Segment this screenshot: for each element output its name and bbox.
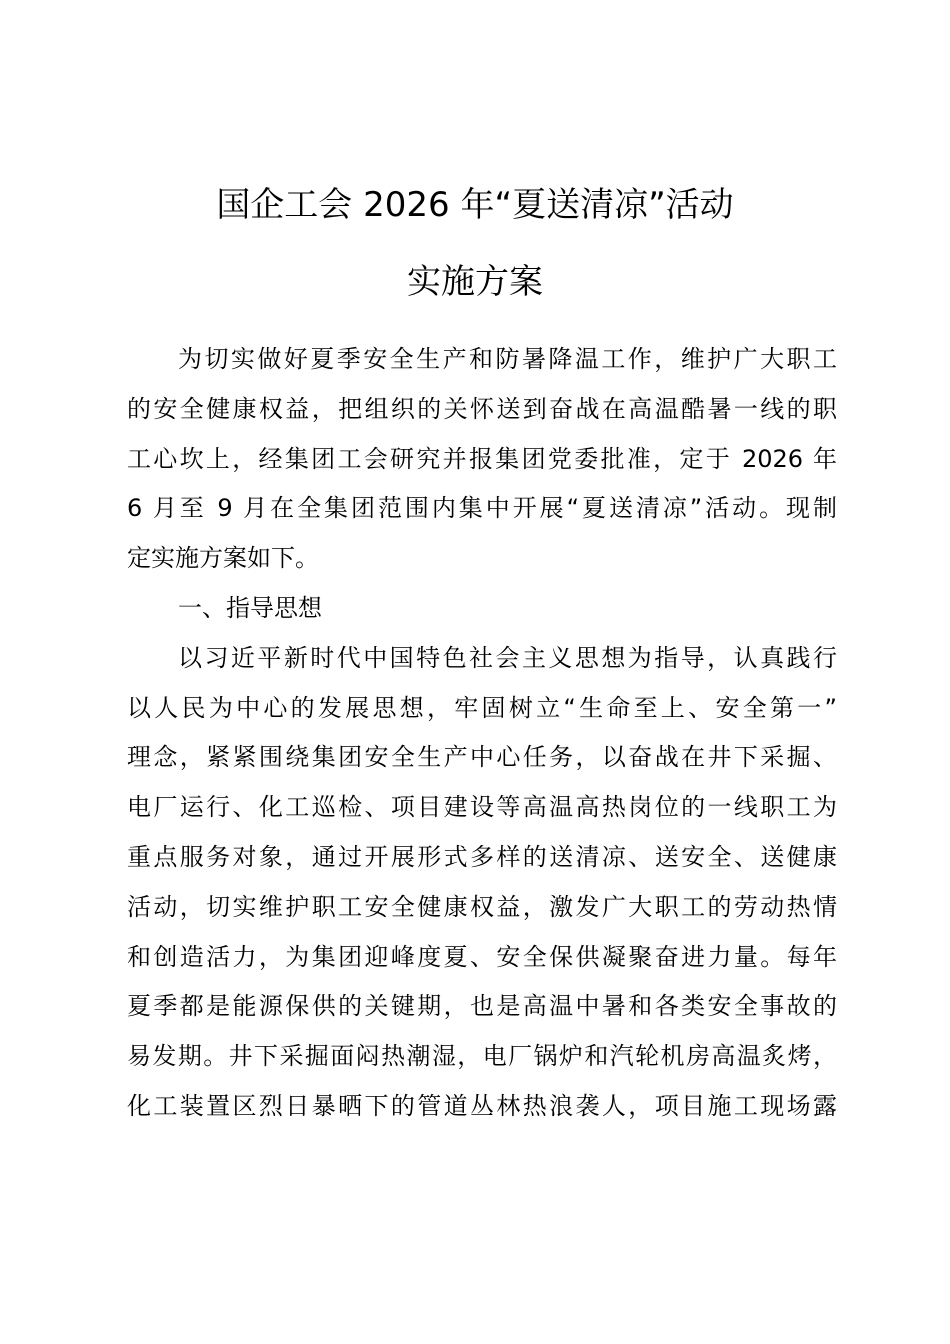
paragraph-line: 电厂运行、化工巡检、项目建设等高温高热岗位的一线职工为: [127, 793, 837, 822]
document-body: [127, 335, 837, 1132]
paragraph-line: 6 月至 9 月在全集团范围内集中开展“夏送清凉”活动。现制: [127, 494, 837, 523]
paragraph-line: 化工装置区烈日暴晒下的管道丛林热浪袭人，项目施工现场露: [127, 1091, 837, 1120]
paragraph-line: 理念，紧紧围绕集团安全生产中心任务，以奋战在井下采掘、: [127, 743, 837, 772]
paragraph-line: 定实施方案如下。: [127, 544, 319, 573]
paragraph-line: 重点服务对象，通过开展形式多样的送清凉、送安全、送健康: [127, 842, 837, 871]
paragraph-line: 活动，切实维护职工安全健康权益，激发广大职工的劳动热情: [127, 892, 837, 921]
paragraph-line: 工心坎上，经集团工会研究并报集团党委批准，定于 2026 年: [127, 444, 837, 473]
section-heading: 一、指导思想: [178, 593, 322, 622]
paragraph-line: 为切实做好夏季安全生产和防暑降温工作，维护广大职工: [178, 345, 837, 373]
paragraph-line: 易发期。井下采掘面闷热潮湿，电厂锅炉和汽轮机房高温炙烤，: [127, 1042, 837, 1071]
paragraph-line: 以习近平新时代中国特色社会主义思想为指导，认真践行: [178, 643, 837, 672]
document-title: 国企工会 2026 年“夏送清凉”活动: [216, 185, 734, 225]
document-subtitle: 实施方案: [407, 262, 543, 302]
paragraph-line: 以人民为中心的发展思想，牢固树立“生命至上、安全第一”: [127, 693, 837, 722]
paragraph-line: 和创造活力，为集团迎峰度夏、安全保供凝聚奋进力量。每年: [127, 942, 837, 971]
paragraph-line: 夏季都是能源保供的关键期，也是高温中暑和各类安全事故的: [127, 992, 837, 1021]
paragraph-line: 的安全健康权益，把组织的关怀送到奋战在高温酷暑一线的职: [127, 394, 837, 423]
